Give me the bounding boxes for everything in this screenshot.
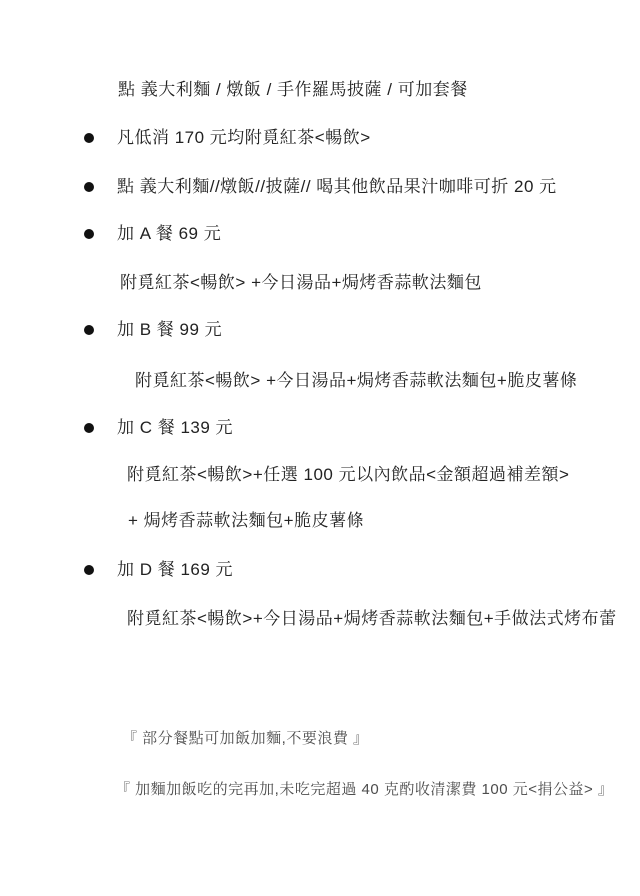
menu-item-text: 凡低消 170 元均附覓紅茶<暢飲>	[117, 128, 371, 147]
combo-d-title: 加 D 餐 169 元	[117, 560, 234, 579]
combo-c-title: 加 C 餐 139 元	[117, 418, 234, 437]
menu-item-combo-a	[84, 223, 221, 245]
combo-b-title: 加 B 餐 99 元	[117, 320, 223, 339]
bullet-icon	[84, 133, 94, 143]
bullet-icon	[84, 423, 94, 433]
menu-item-combo-c	[84, 417, 233, 439]
bullet-icon	[84, 565, 94, 575]
menu-item-combo-b	[84, 319, 222, 341]
menu-item-drink-discount	[84, 176, 557, 198]
menu-item-text: 點 義大利麵//燉飯//披薩// 喝其他飲品果汁咖啡可折 20 元	[117, 177, 557, 196]
menu-note-no-waste: 『 部分餐點可加飯加麵,不要浪費 』	[122, 730, 369, 747]
menu-note-cleaning-fee: 『 加麵加飯吃的完再加,未吃完超過 40 克酌收清潔費 100 元<捐公益> 』	[115, 781, 614, 798]
bullet-icon	[84, 229, 94, 239]
combo-a-title: 加 A 餐 69 元	[117, 224, 222, 243]
combo-a-detail: 附覓紅茶<暢飲> +今日湯品+焗烤香蒜軟法麵包	[120, 273, 482, 292]
menu-item-combo-d	[84, 559, 233, 581]
combo-d-detail: 附覓紅茶<暢飲>+今日湯品+焗烤香蒜軟法麵包+手做法式烤布蕾	[127, 609, 617, 628]
combo-b-detail: 附覓紅茶<暢飲> +今日湯品+焗烤香蒜軟法麵包+脆皮薯條	[135, 371, 578, 390]
bullet-icon	[84, 325, 94, 335]
combo-c-detail-1: 附覓紅茶<暢飲>+任選 100 元以內飲品<金額超過補差額>	[127, 465, 570, 484]
combo-c-detail-2: + 焗烤香蒜軟法麵包+脆皮薯條	[128, 511, 365, 530]
bullet-icon	[84, 182, 94, 192]
menu-item-minimum-charge	[84, 127, 371, 149]
menu-header: 點 義大利麵 / 燉飯 / 手作羅馬披薩 / 可加套餐	[118, 80, 468, 99]
